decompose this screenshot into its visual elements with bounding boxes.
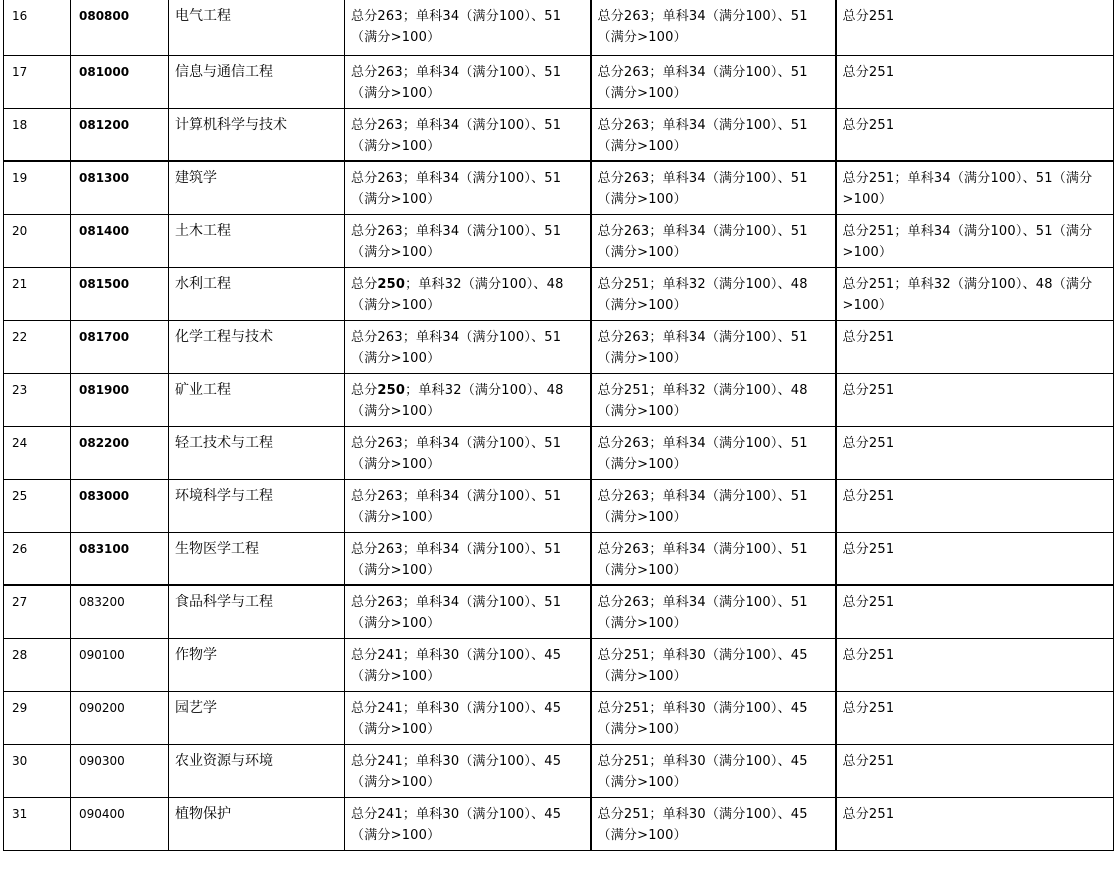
- score-line-col-2: 总分263；单科34（满分100）、51（满分>100）: [591, 479, 836, 532]
- score-line-col-2: 总分251；单科30（满分100）、45（满分>100）: [591, 744, 836, 797]
- major-name: 信息与通信工程: [169, 55, 345, 108]
- score-line-col-2: 总分251；单科30（满分100）、45（满分>100）: [591, 691, 836, 744]
- table-row: [4, 108, 1114, 161]
- score-line-col-1: 总分250；单科32（满分100）、48（满分>100）: [345, 373, 591, 426]
- table-row: [4, 479, 1114, 532]
- row-number: 29: [4, 691, 71, 744]
- row-number: 28: [4, 638, 71, 691]
- major-name: 轻工技术与工程: [169, 426, 345, 479]
- score-line-col-2: 总分263；单科34（满分100）、51（满分>100）: [591, 0, 836, 55]
- major-code: 081000: [71, 55, 169, 108]
- row-number: 23: [4, 373, 71, 426]
- row-number: 18: [4, 108, 71, 161]
- major-code: 081500: [71, 267, 169, 320]
- score-line-col-2: 总分263；单科34（满分100）、51（满分>100）: [591, 532, 836, 585]
- row-number: 27: [4, 585, 71, 638]
- major-name: 矿业工程: [169, 373, 345, 426]
- score-line-col-3: 总分251: [836, 373, 1114, 426]
- row-number: 24: [4, 426, 71, 479]
- major-name: 化学工程与技术: [169, 320, 345, 373]
- major-name: 食品科学与工程: [169, 585, 345, 638]
- major-code: 090100: [71, 638, 169, 691]
- row-number: 19: [4, 161, 71, 214]
- score-line-col-1: 总分263；单科34（满分100）、51（满分>100）: [345, 585, 591, 638]
- score-line-col-3: 总分251: [836, 532, 1114, 585]
- score-line-col-3: 总分251；单科32（满分100）、48（满分>100）: [836, 267, 1114, 320]
- score-line-col-1: 总分263；单科34（满分100）、51（满分>100）: [345, 426, 591, 479]
- table-row: [4, 320, 1114, 373]
- table-row: [4, 638, 1114, 691]
- score-line-col-2: 总分263；单科34（满分100）、51（满分>100）: [591, 108, 836, 161]
- score-line-col-1: 总分263；单科34（满分100）、51（满分>100）: [345, 161, 591, 214]
- table-row: [4, 532, 1114, 585]
- score-line-col-2: 总分251；单科32（满分100）、48（满分>100）: [591, 373, 836, 426]
- score-line-col-1: 总分241；单科30（满分100）、45（满分>100）: [345, 638, 591, 691]
- major-name: 农业资源与环境: [169, 744, 345, 797]
- major-code: 083000: [71, 479, 169, 532]
- table-row: [4, 797, 1114, 850]
- major-code: 081200: [71, 108, 169, 161]
- row-number: 16: [4, 0, 71, 55]
- table-row: [4, 426, 1114, 479]
- score-line-col-3: 总分251: [836, 320, 1114, 373]
- table-body: [4, 0, 1114, 850]
- major-code: 090200: [71, 691, 169, 744]
- score-line-col-1: 总分263；单科34（满分100）、51（满分>100）: [345, 0, 591, 55]
- major-name: 计算机科学与技术: [169, 108, 345, 161]
- table-row: [4, 267, 1114, 320]
- major-name: 园艺学: [169, 691, 345, 744]
- row-number: 17: [4, 55, 71, 108]
- score-line-col-3: 总分251: [836, 479, 1114, 532]
- score-line-col-3: 总分251: [836, 744, 1114, 797]
- major-code: 083200: [71, 585, 169, 638]
- score-line-col-3: 总分251: [836, 691, 1114, 744]
- row-number: 26: [4, 532, 71, 585]
- major-name: 作物学: [169, 638, 345, 691]
- major-code: 081700: [71, 320, 169, 373]
- score-line-col-3: 总分251: [836, 797, 1114, 850]
- major-code: 082200: [71, 426, 169, 479]
- score-line-col-2: 总分263；单科34（满分100）、51（满分>100）: [591, 426, 836, 479]
- score-line-col-3: 总分251: [836, 55, 1114, 108]
- score-line-col-2: 总分263；单科34（满分100）、51（满分>100）: [591, 55, 836, 108]
- row-number: 22: [4, 320, 71, 373]
- score-line-col-1: 总分241；单科30（满分100）、45（满分>100）: [345, 744, 591, 797]
- major-code: 081400: [71, 214, 169, 267]
- score-line-col-2: 总分251；单科32（满分100）、48（满分>100）: [591, 267, 836, 320]
- score-line-col-2: 总分263；单科34（满分100）、51（满分>100）: [591, 320, 836, 373]
- score-line-col-1: 总分263；单科34（满分100）、51（满分>100）: [345, 479, 591, 532]
- score-line-col-1: 总分263；单科34（满分100）、51（满分>100）: [345, 532, 591, 585]
- row-number: 25: [4, 479, 71, 532]
- score-line-col-2: 总分251；单科30（满分100）、45（满分>100）: [591, 638, 836, 691]
- major-name: 植物保护: [169, 797, 345, 850]
- score-line-col-3: 总分251: [836, 638, 1114, 691]
- major-name: 环境科学与工程: [169, 479, 345, 532]
- row-number: 30: [4, 744, 71, 797]
- major-name: 电气工程: [169, 0, 345, 55]
- row-number: 20: [4, 214, 71, 267]
- score-line-table: [3, 0, 1114, 851]
- score-line-col-1: 总分263；单科34（满分100）、51（满分>100）: [345, 320, 591, 373]
- score-line-col-1: 总分263；单科34（满分100）、51（满分>100）: [345, 55, 591, 108]
- score-line-col-1: 总分250；单科32（满分100）、48（满分>100）: [345, 267, 591, 320]
- score-line-col-3: 总分251；单科34（满分100）、51（满分>100）: [836, 214, 1114, 267]
- table-row: [4, 55, 1114, 108]
- major-name: 水利工程: [169, 267, 345, 320]
- major-code: 083100: [71, 532, 169, 585]
- score-line-col-2: 总分263；单科34（满分100）、51（满分>100）: [591, 161, 836, 214]
- major-code: 081300: [71, 161, 169, 214]
- row-number: 21: [4, 267, 71, 320]
- major-code: 090400: [71, 797, 169, 850]
- score-line-col-2: 总分263；单科34（满分100）、51（满分>100）: [591, 585, 836, 638]
- row-number: 31: [4, 797, 71, 850]
- score-line-col-3: 总分251: [836, 108, 1114, 161]
- major-code: 081900: [71, 373, 169, 426]
- table-row: [4, 373, 1114, 426]
- major-name: 生物医学工程: [169, 532, 345, 585]
- score-line-col-1: 总分241；单科30（满分100）、45（满分>100）: [345, 691, 591, 744]
- table-row: [4, 161, 1114, 214]
- score-line-col-2: 总分263；单科34（满分100）、51（满分>100）: [591, 214, 836, 267]
- score-line-col-1: 总分263；单科34（满分100）、51（满分>100）: [345, 108, 591, 161]
- score-line-col-1: 总分263；单科34（满分100）、51（满分>100）: [345, 214, 591, 267]
- score-line-col-2: 总分251；单科30（满分100）、45（满分>100）: [591, 797, 836, 850]
- score-line-col-3: 总分251: [836, 585, 1114, 638]
- score-line-col-3: 总分251；单科34（满分100）、51（满分>100）: [836, 161, 1114, 214]
- score-line-col-3: 总分251: [836, 0, 1114, 55]
- score-line-col-1: 总分241；单科30（满分100）、45（满分>100）: [345, 797, 591, 850]
- score-line-col-3: 总分251: [836, 426, 1114, 479]
- table-row: [4, 0, 1114, 55]
- table-row: [4, 744, 1114, 797]
- table-row: [4, 691, 1114, 744]
- table-row: [4, 585, 1114, 638]
- major-code: 090300: [71, 744, 169, 797]
- major-name: 土木工程: [169, 214, 345, 267]
- major-name: 建筑学: [169, 161, 345, 214]
- table-row: [4, 214, 1114, 267]
- major-code: 080800: [71, 0, 169, 55]
